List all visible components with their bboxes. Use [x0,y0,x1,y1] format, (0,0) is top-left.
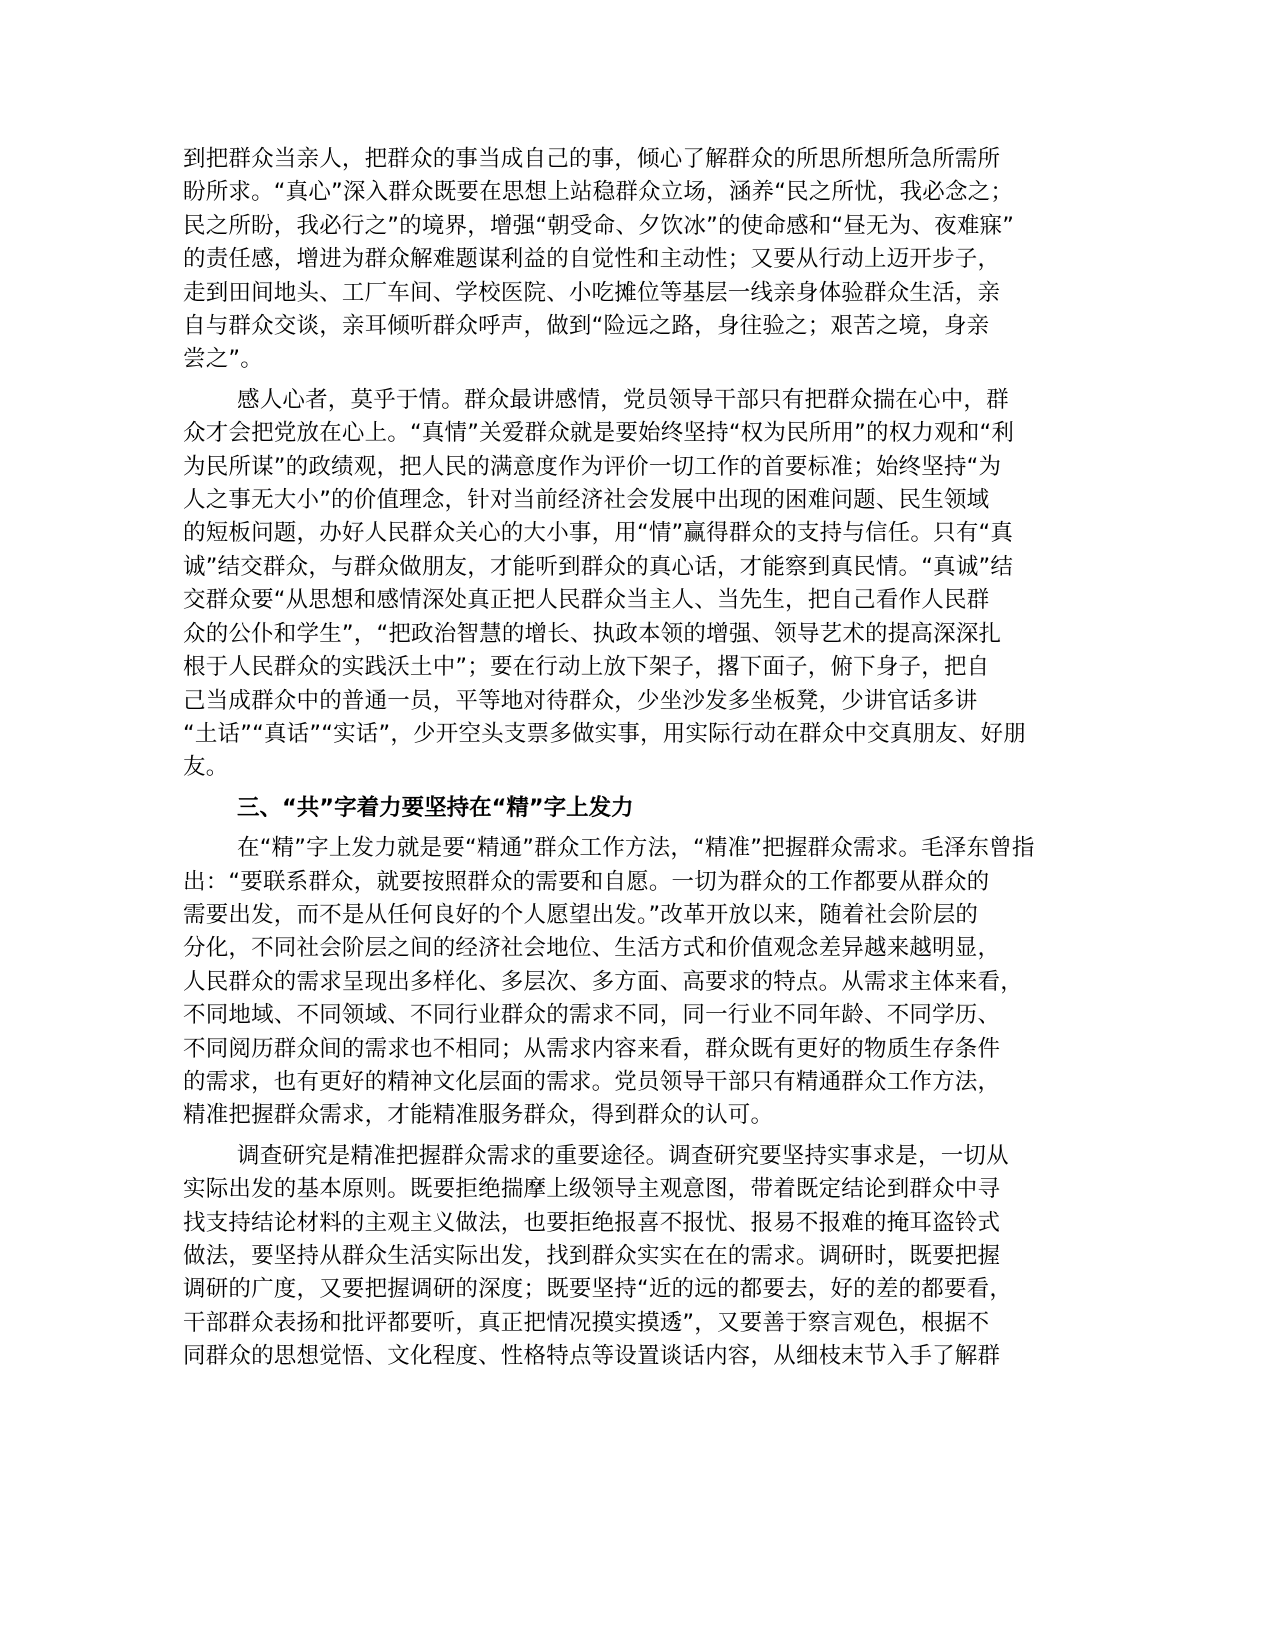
text-line: 在“精”字上发力就是要“精通”群众工作方法，“精准”把握群众需求。毛泽东曾指 [237,835,1035,862]
paragraph-4 [183,1140,1093,1374]
text-line: 众才会把党放在心上。“真情”关爱群众就是要始终坚持“权为民所用”的权力观和“利 [183,420,1015,447]
text-line: 民之所盼，我必行之”的境界，增强“朝受命、夕饮冰”的使命感和“昼无为、夜难寐” [183,212,1015,239]
text-line: 根于人民群众的实践沃土中”；要在行动上放下架子，撂下面子，俯下身子，把自 [183,654,990,681]
text-line: 不同阅历群众间的需求也不相同；从需求内容来看，群众既有更好的物质生存条件 [183,1035,1001,1062]
text-line: 做法，要坚持从群众生活实际出发，找到群众实实在在的需求。调研时，既要把握 [183,1243,1001,1269]
paragraph-1 [183,143,1093,377]
text-line: 人民群众的需求呈现出多样化、多层次、多方面、高要求的特点。从需求主体来看， [183,968,1023,995]
text-line: “土话”“真话”“实话”，少开空头支票多做实事，用实际行动在群众中交真朋友、好朋 [183,720,1026,747]
paragraph-2 [183,384,1093,785]
text-line: 己当成群众中的普通一员，平等地对待群众，少坐沙发多坐板凳，少讲官话多讲 [183,687,978,714]
text-line: 分化，不同社会阶层之间的经济社会地位、生活方式和价值观念差异越来越明显， [183,935,1001,962]
text-line: 人之事无大小”的价值理念，针对当前经济社会发展中出现的困难问题、民生领域 [183,487,990,514]
text-line: 调查研究是精准把握群众需求的重要途径。调查研究要坚持实事求是，一切从 [237,1142,1009,1169]
text-line: 的短板问题，办好人民群众关心的大小事，用“情”赢得群众的支持与信任。只有“真 [183,520,1014,547]
text-line: 尝之”。 [183,346,263,373]
text-line: 需要出发，而不是从任何良好的个人愿望出发。”改革开放以来，随着社会阶层的 [183,901,979,928]
text-line: 盼所求。“真心”深入群众既要在思想上站稳群众立场，涵养“民之所忧，我必念之； [183,179,1014,206]
document-page [183,143,1093,1374]
text-line: 为民所谋”的政绩观，把人民的满意度作为评价一切工作的首要标准；始终坚持“为 [183,453,1002,480]
text-line: 诚”结交群众，与群众做朋友，才能听到群众的真心话，才能察到真民情。“真诚”结 [183,553,1014,580]
text-line: 交群众要“从思想和感情深处真正把人民群众当主人、当先生，把自己看作人民群 [183,587,990,614]
paragraph-3 [183,832,1093,1133]
text-line: 不同地域、不同领域、不同行业群众的需求不同，同一行业不同年龄、不同学历、 [183,1002,1001,1029]
text-line: 找支持结论材料的主观主义做法，也要拒绝报喜不报忧、报易不报难的掩耳盗铃式 [183,1209,1001,1236]
text-line: 实际出发的基本原则。既要拒绝揣摩上级领导主观意图，带着既定结论到群众中寻 [183,1176,1001,1203]
text-line: 友。 [183,754,229,781]
text-line: 到把群众当亲人，把群众的事当成自己的事，倾心了解群众的所思所想所急所需所 [183,146,1001,172]
text-line: 调研的广度，又要把握调研的深度；既要坚持“近的远的都要去，好的差的都要看， [183,1276,1013,1303]
text-line: 众的公仆和学生”，“把政治智慧的增长、执政本领的增强、领导艺术的提高深深扎 [183,620,1002,647]
text-line: 干部群众表扬和批评都要听，真正把情况摸实摸透”，又要善于察言观色，根据不 [183,1309,990,1336]
text-line: 精准把握群众需求，才能精准服务群众，得到群众的认可。 [183,1102,774,1129]
text-line: 走到田间地头、工厂车间、学校医院、小吃摊位等基层一线亲身体验群众生活，亲 [183,279,1001,306]
text-line: 感人心者，莫乎于情。群众最讲感情，党员领导干部只有把群众揣在心中，群 [237,386,1009,413]
text-line: 的责任感，增进为群众解难题谋利益的自觉性和主动性；又要从行动上迈开步子， [183,246,1001,273]
text-line: 的需求，也有更好的精神文化层面的需求。党员领导干部只有精通群众工作方法， [183,1068,1001,1095]
section-heading: 三、“共”字着力要坚持在“精”字上发力 [237,794,634,821]
text-line: 出：“要联系群众，就要按照群众的需要和自愿。一切为群众的工作都要从群众的 [183,868,990,895]
text-line: 同群众的思想觉悟、文化程度、性格特点等设置谈话内容，从细枝末节入手了解群 [183,1343,1001,1370]
text-line: 自与群众交谈，亲耳倾听群众呼声，做到“险远之路，身往验之；艰苦之境，身亲 [183,313,990,340]
